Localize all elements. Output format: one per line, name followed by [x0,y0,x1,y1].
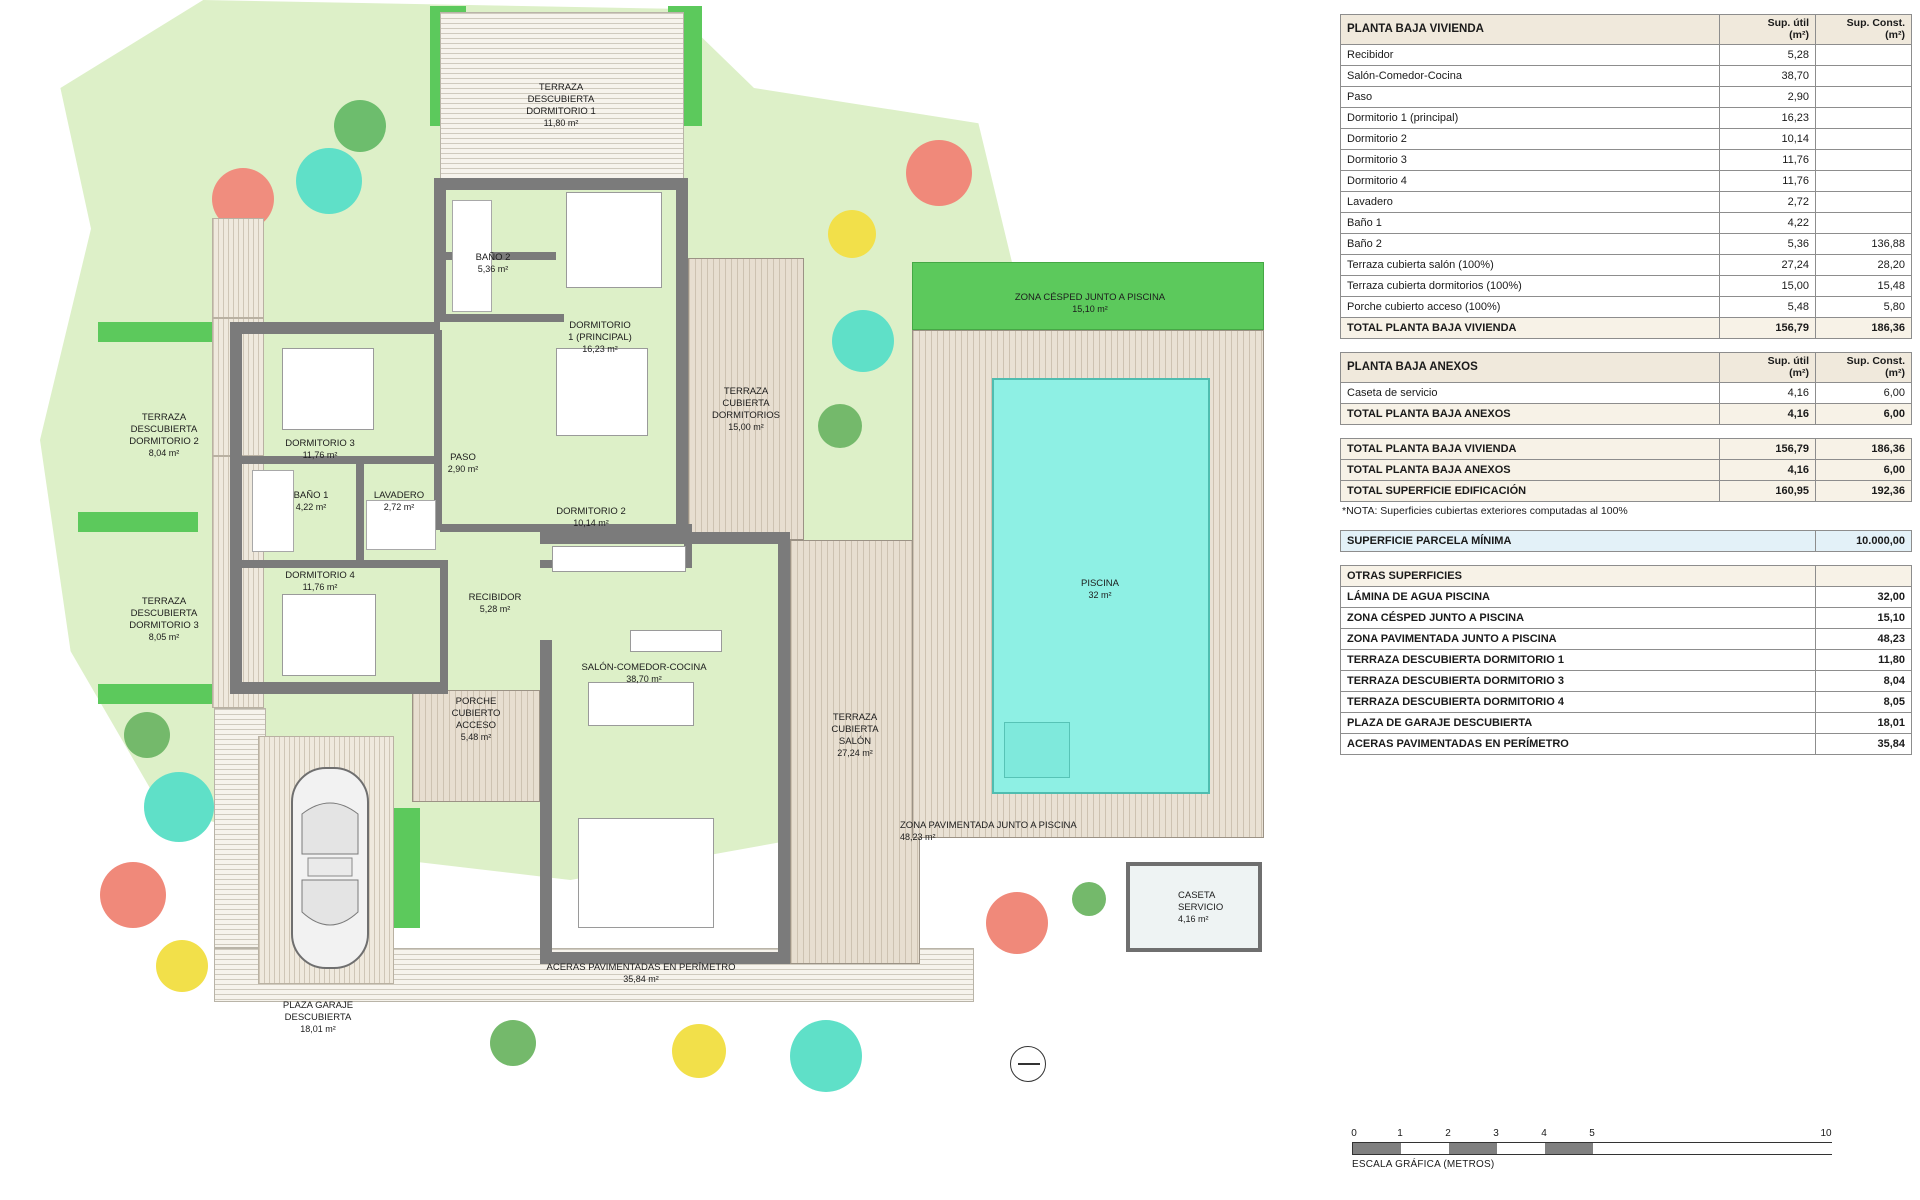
row-util: 11,76 [1720,171,1816,192]
row-const: 6,00 [1816,383,1912,404]
table-title: OTRAS SUPERFICIES [1341,566,1816,587]
table-planta-baja-anexos [1340,352,1912,425]
row-concept: Recibidor [1341,45,1720,66]
scale-tick: 5 [1589,1128,1595,1139]
row-value: 11,80 [1816,650,1912,671]
label-caseta-servicio: CASETA SERVICIO 4,16 m² [1178,890,1224,924]
scale-tick: 3 [1493,1128,1499,1139]
table-row [1341,439,1912,460]
row-concept: LÁMINA DE AGUA PISCINA [1341,587,1816,608]
table-row [1341,692,1912,713]
row-const: 28,20 [1816,255,1912,276]
table-row [1341,150,1912,171]
scale-tick: 10 [1820,1128,1832,1139]
hedge-bottom-right [392,808,420,928]
row-concept: Paso [1341,87,1720,108]
column-sup-util: Sup. útil (m²) [1720,15,1816,45]
tree-icon [156,940,208,992]
row-concept: Lavadero [1341,192,1720,213]
row-concept: TERRAZA DESCUBIERTA DORMITORIO 1 [1341,650,1816,671]
total-concept: TOTAL PLANTA BAJA VIVIENDA [1341,318,1720,339]
table-row [1341,45,1912,66]
row-util: 4,16 [1720,383,1816,404]
row-concept: TOTAL PLANTA BAJA VIVIENDA [1341,439,1720,460]
row-const [1816,129,1912,150]
row-util: 4,16 [1720,460,1816,481]
tree-icon [490,1020,536,1066]
row-value: 32,00 [1816,587,1912,608]
exterior-wall-top-bedroom-wing [230,322,440,334]
scale-segment [1449,1143,1497,1154]
label-porche-cubierto-acceso: PORCHE CUBIERTO ACCESO 5,48 m² [451,696,501,742]
table-row [1341,713,1912,734]
column-value [1816,566,1912,587]
row-const [1816,213,1912,234]
table-row [1341,629,1912,650]
scale-segment [1497,1143,1545,1154]
sofa [578,818,714,928]
dining-table [588,682,694,726]
label-lavadero: LAVADERO 2,72 m² [373,490,425,512]
total-util: 4,16 [1720,404,1816,425]
tree-icon [124,712,170,758]
column-sup-util: Sup. útil (m²) [1720,353,1816,383]
row-concept: Salón-Comedor-Cocina [1341,66,1720,87]
table-spacer [1340,425,1912,438]
label-zona-cesped-junto-piscina: ZONA CÉSPED JUNTO A PISCINA 15,10 m² [1014,292,1166,314]
exterior-wall-salon-left [540,640,552,964]
table-row [1341,108,1912,129]
table-row [1341,531,1912,552]
label-terraza-cubierta-salon: TERRAZA CUBIERTA SALÓN 27,24 m² [831,712,879,758]
hedge-left-2 [78,512,198,532]
scale-segment [1401,1143,1449,1154]
row-util: 2,72 [1720,192,1816,213]
exterior-wall-salon-top [540,532,790,544]
table-otras-superficies [1340,565,1912,755]
row-concept: Baño 1 [1341,213,1720,234]
scale-segment [1353,1143,1401,1154]
row-util: 16,23 [1720,108,1816,129]
row-const: 192,36 [1816,481,1912,502]
row-concept: PLAZA DE GARAJE DESCUBIERTA [1341,713,1816,734]
row-const [1816,192,1912,213]
label-salon-comedor-cocina: SALÓN-COMEDOR-COCINA 38,70 m² [581,662,707,684]
table-total-row [1341,404,1912,425]
row-util: 2,90 [1720,87,1816,108]
label-terraza-descubierta-dormitorio1: TERRAZA DESCUBIERTA DORMITORIO 1 11,80 m² [526,82,596,128]
label-paso: PASO 2,90 m² [447,452,479,474]
table-row [1341,255,1912,276]
table-row [1341,383,1912,404]
total-const: 6,00 [1816,404,1912,425]
row-const [1816,66,1912,87]
scale-tick: 1 [1397,1128,1403,1139]
bed-bedroom3 [282,348,374,430]
tree-icon [672,1024,726,1078]
row-const [1816,87,1912,108]
row-concept: Dormitorio 4 [1341,171,1720,192]
table-superficie-parcela-minima [1340,530,1912,552]
table-row [1341,481,1912,502]
table-header-row [1341,15,1912,45]
bed-bedroom4 [282,594,376,676]
table-row [1341,734,1912,755]
row-concept: TOTAL PLANTA BAJA ANEXOS [1341,460,1720,481]
tree-icon [334,100,386,152]
table-row [1341,671,1912,692]
label-terraza-cubierta-dormitorios: TERRAZA CUBIERTA DORMITORIOS 15,00 m² [712,386,780,432]
row-util: 5,28 [1720,45,1816,66]
table-total-row [1341,318,1912,339]
row-concept: ACERAS PAVIMENTADAS EN PERÍMETRO [1341,734,1816,755]
table-row [1341,460,1912,481]
tree-icon [144,772,214,842]
label-terraza-descubierta-dormitorio3: TERRAZA DESCUBIERTA DORMITORIO 3 8,05 m² [129,596,199,642]
label-bano1: BAÑO 1 4,22 m² [293,490,329,512]
label-aceras-pavimentadas: ACERAS PAVIMENTADAS EN PERÍMETRO 35,84 m² [546,962,736,984]
table-spacer [1340,552,1912,565]
sideboard [630,630,722,652]
table-title: PLANTA BAJA VIVIENDA [1341,15,1720,45]
label-zona-pavimentada-junto-piscina: ZONA PAVIMENTADA JUNTO A PISCINA 48,23 m² [900,820,1077,842]
bed-bedroom2 [556,348,648,436]
exterior-wall-bottom-bedroom-wing [230,682,440,694]
pool-steps [1004,722,1070,778]
row-value: 48,23 [1816,629,1912,650]
tree-icon [1072,882,1106,916]
table-title: PLANTA BAJA ANEXOS [1341,353,1720,383]
row-concept: Baño 2 [1341,234,1720,255]
column-sup-const: Sup. Const. (m²) [1816,353,1912,383]
row-const: 5,80 [1816,297,1912,318]
row-util: 4,22 [1720,213,1816,234]
row-concept: Dormitorio 1 (principal) [1341,108,1720,129]
table-note: *NOTA: Superficies cubiertas exteriores computadas al 100% [1342,505,1628,518]
label-dormitorio3: DORMITORIO 3 11,76 m² [285,438,355,460]
row-concept: Porche cubierto acceso (100%) [1341,297,1720,318]
table-totales [1340,438,1912,502]
row-util: 160,95 [1720,481,1816,502]
label-recibidor: RECIBIDOR 5,28 m² [468,592,522,614]
kitchen-counter [552,546,686,572]
table-row [1341,276,1912,297]
row-util: 5,36 [1720,234,1816,255]
table-row [1341,650,1912,671]
row-concept: SUPERFICIE PARCELA MÍNIMA [1341,531,1816,552]
table-row [1341,587,1912,608]
table-row [1341,129,1912,150]
row-const: 6,00 [1816,460,1912,481]
graphic-scale [1352,1128,1832,1170]
row-util: 10,14 [1720,129,1816,150]
exterior-wall-right-bedroom1 [676,178,688,540]
row-const: 136,88 [1816,234,1912,255]
row-value: 18,01 [1816,713,1912,734]
row-util: 5,48 [1720,297,1816,318]
row-concept: Caseta de servicio [1341,383,1720,404]
hedge-left-1 [98,322,216,342]
tree-icon [832,310,894,372]
scale-segment [1593,1143,1833,1154]
tree-icon [100,862,166,928]
row-concept: Terraza cubierta salón (100%) [1341,255,1720,276]
total-util: 156,79 [1720,318,1816,339]
total-concept: TOTAL PLANTA BAJA ANEXOS [1341,404,1720,425]
table-row [1341,192,1912,213]
scale-caption: ESCALA GRÁFICA (METROS) [1352,1159,1495,1170]
table-row [1341,608,1912,629]
exterior-wall-left-bedroom1 [434,178,446,322]
exterior-wall-top-bedroom1 [434,178,688,190]
terraza-descubierta-strip [212,218,264,318]
tree-icon [790,1020,862,1092]
bed-bedroom1 [566,192,662,288]
row-const [1816,150,1912,171]
row-util: 15,00 [1720,276,1816,297]
tree-icon [818,404,862,448]
table-row [1341,213,1912,234]
table-header-row [1341,353,1912,383]
row-util: 38,70 [1720,66,1816,87]
exterior-wall-salon-right [778,540,790,964]
hedge-left-3 [98,684,216,704]
tree-icon [906,140,972,206]
row-concept: TERRAZA DESCUBIERTA DORMITORIO 3 [1341,671,1816,692]
label-dormitorio2: DORMITORIO 2 10,14 m² [556,506,626,528]
row-value: 10.000,00 [1816,531,1912,552]
label-plaza-garaje-descubierta: PLAZA GARAJE DESCUBIERTA 18,01 m² [282,1000,354,1034]
label-dormitorio1: DORMITORIO 1 (PRINCIPAL) 16,23 m² [568,320,632,354]
row-const [1816,108,1912,129]
car-icon [282,762,378,974]
tree-icon [986,892,1048,954]
row-const: 186,36 [1816,439,1912,460]
table-row [1341,87,1912,108]
tree-icon [828,210,876,258]
row-concept: ZONA PAVIMENTADA JUNTO A PISCINA [1341,629,1816,650]
row-value: 35,84 [1816,734,1912,755]
table-spacer [1340,517,1912,530]
scale-tick-labels [1352,1128,1832,1142]
scale-tick: 4 [1541,1128,1547,1139]
scale-bar [1352,1142,1832,1155]
row-util: 156,79 [1720,439,1816,460]
column-sup-const: Sup. Const. (m²) [1816,15,1912,45]
row-concept: Dormitorio 3 [1341,150,1720,171]
table-row [1341,234,1912,255]
table-row [1341,297,1912,318]
row-const: 15,48 [1816,276,1912,297]
table-spacer [1340,339,1912,352]
table-row [1341,66,1912,87]
surface-area-tables [1340,14,1912,755]
table-planta-baja-vivienda [1340,14,1912,339]
row-value: 8,05 [1816,692,1912,713]
exterior-wall-left-bedroom-wing [230,322,242,694]
tree-icon [296,148,362,214]
row-concept: TERRAZA DESCUBIERTA DORMITORIO 4 [1341,692,1816,713]
interior-wall-4 [242,560,440,568]
row-concept: TOTAL SUPERFICIE EDIFICACIÓN [1341,481,1720,502]
table-row [1341,171,1912,192]
row-concept: Terraza cubierta dormitorios (100%) [1341,276,1720,297]
scale-segment [1545,1143,1593,1154]
row-value: 8,04 [1816,671,1912,692]
row-util: 27,24 [1720,255,1816,276]
row-value: 15,10 [1816,608,1912,629]
scale-tick: 0 [1351,1128,1357,1139]
row-const [1816,171,1912,192]
row-concept: ZONA CÉSPED JUNTO A PISCINA [1341,608,1816,629]
scale-tick: 2 [1445,1128,1451,1139]
label-bano2: BAÑO 2 5,36 m² [475,252,511,274]
row-util: 11,76 [1720,150,1816,171]
label-piscina: PISCINA 32 m² [1080,578,1119,600]
row-const [1816,45,1912,66]
total-const: 186,36 [1816,318,1912,339]
label-dormitorio4: DORMITORIO 4 11,76 m² [285,570,355,592]
interior-wall-7 [440,560,448,694]
north-arrow-icon [1010,1046,1046,1082]
label-terraza-descubierta-dormitorio2: TERRAZA DESCUBIERTA DORMITORIO 2 8,04 m² [129,412,199,458]
row-concept: Dormitorio 2 [1341,129,1720,150]
table-header-row [1341,566,1912,587]
